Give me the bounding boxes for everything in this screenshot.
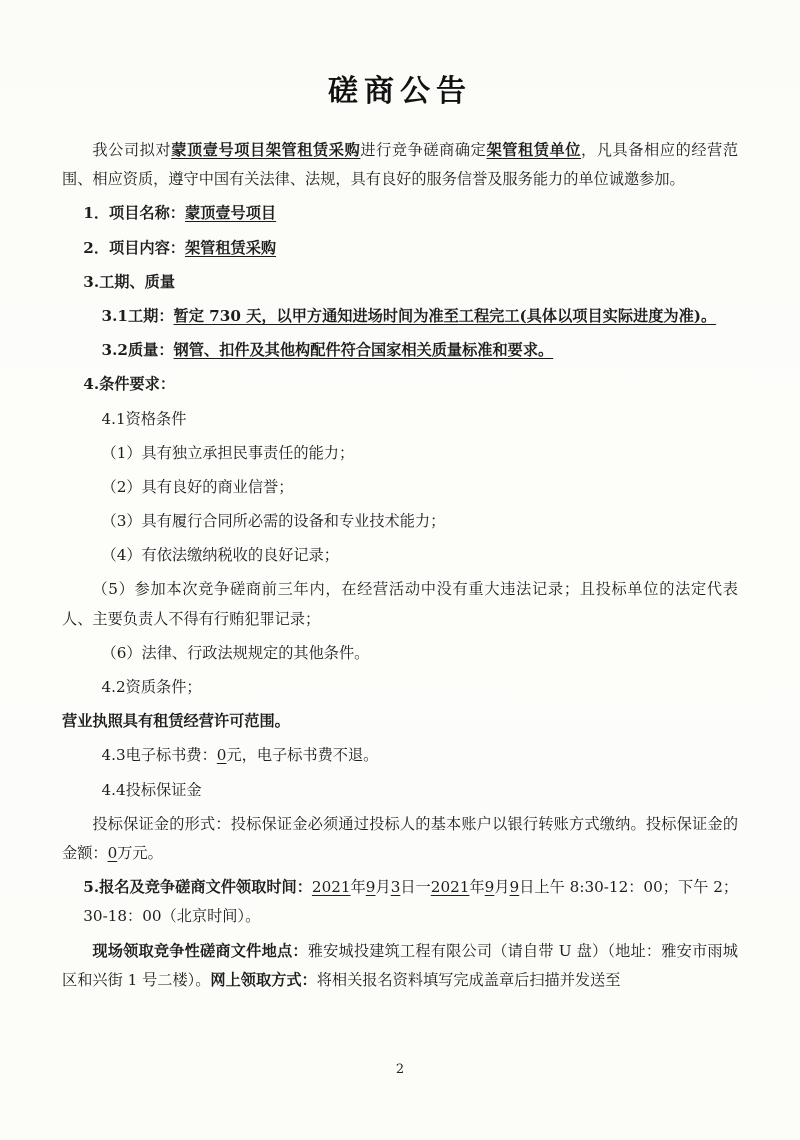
sep-year-1: 年 xyxy=(350,878,366,897)
start-year: 2021 xyxy=(311,878,351,897)
item-1-value: 蒙顶壹号项目 xyxy=(184,204,277,223)
item-5 xyxy=(62,873,738,931)
item-4-3-amount: 0 xyxy=(216,746,227,765)
item-4-1-5: （5）参加本次竞争磋商前三年内，在经营活动中没有重大违法记录；且投标单位的法定代表人、主要负责人不得有行贿犯罪记录； xyxy=(62,580,738,628)
item-2 xyxy=(62,234,738,263)
item-2-label: 2．项目内容： xyxy=(83,238,185,257)
item-3-2-label: 3.2质量： xyxy=(101,341,174,360)
intro-paragraph xyxy=(62,136,738,194)
page-number: 2 xyxy=(395,1062,405,1077)
item-1-label: 1．项目名称： xyxy=(83,204,185,223)
item-4-1-heading: 4.1资格条件 xyxy=(101,409,187,428)
item-4-4-heading: 4.4投标保证金 xyxy=(101,780,202,799)
start-month: 9 xyxy=(365,878,376,897)
end-year: 2021 xyxy=(430,878,470,897)
online-pickup-text: 将相关报名资料填写完成盖章后扫描并发送至 xyxy=(316,970,621,989)
intro-project-name: 蒙顶壹号项目架管租赁采购 xyxy=(171,141,361,159)
end-day: 9 xyxy=(509,878,520,897)
item-4-3-label: 4.3电子标书费： xyxy=(101,746,217,765)
intro-supplier-type: 架管租赁单位 xyxy=(486,141,582,159)
item-5-label: 5.报名及竞争磋商文件领取时间： xyxy=(83,878,312,897)
item-3-1 xyxy=(62,302,738,331)
intro-text-a: 我公司拟对 xyxy=(92,141,172,159)
page-title: 磋商公告 xyxy=(328,74,472,109)
item-4-4-body xyxy=(62,810,738,868)
item-4-1-6: （6）法律、行政法规规定的其他条件。 xyxy=(101,643,370,662)
online-pickup-label: 网上领取方式： xyxy=(210,970,317,989)
deposit-amount: 0 xyxy=(107,843,118,862)
sep-year-2: 年 xyxy=(469,878,485,897)
item-3-2 xyxy=(62,336,738,365)
pickup-location-text: 雅安城投建筑工程有限公司（请自带 U 盘）（地址：雅安市雨城区和兴街 1 号二楼）。 xyxy=(62,941,738,989)
item-4-1-1: （1）具有独立承担民事责任的能力； xyxy=(101,443,355,462)
sep-month-1: 月 xyxy=(375,878,391,897)
item-3-heading: 3.工期、质量 xyxy=(83,272,176,291)
item-3-2-value: 钢管、扣件及其他构配件符合国家相关质量标准和要求。 xyxy=(173,341,554,360)
item-2-value: 架管租赁采购 xyxy=(184,238,277,257)
intro-text-e: ，凡具备相应的经营范围、相应资质，遵守中国有关法律、法规，具有良好的服务信誉及服务能力的单位诚邀参加。 xyxy=(62,141,739,189)
sep-day-1: 日一 xyxy=(400,878,431,897)
item-4-2-value: 营业执照具有租赁经营许可范围。 xyxy=(62,712,290,731)
item-1 xyxy=(62,199,738,228)
item-3-1-value: 暂定 730 天，以甲方通知进场时间为准至工程完工(具体以项目实际进度为准)。 xyxy=(173,306,717,325)
sep-month-2: 月 xyxy=(494,878,510,897)
item-4-1-4: （4）有依法缴纳税收的良好记录； xyxy=(101,546,339,565)
item-4-heading: 4.条件要求： xyxy=(83,375,176,394)
start-day: 3 xyxy=(390,878,401,897)
item-4-3-tail: 元，电子标书费不退。 xyxy=(226,746,379,765)
item-4-1-2: （2）具有良好的商业信誉； xyxy=(101,477,294,496)
intro-text-c: 进行竞争磋商确定 xyxy=(360,141,487,159)
item-4-3 xyxy=(62,741,738,770)
item-3-1-label: 3.1工期： xyxy=(101,306,174,325)
item-6 xyxy=(62,937,738,995)
end-month: 9 xyxy=(484,878,495,897)
item-4-2-heading: 4.2资质条件； xyxy=(101,678,202,696)
document-content xyxy=(62,52,738,1000)
deposit-text-b: 万元。 xyxy=(117,843,163,862)
deposit-text-a: 投标保证金的形式：投标保证金必须通过投标人的基本账户以银行转账方式缴纳。投标保证金的金额： xyxy=(62,814,738,862)
pickup-location-label: 现场领取竞争性磋商文件地点： xyxy=(92,941,308,960)
item-4-1-3: （3）具有履行合同所必需的设备和专业技术能力； xyxy=(101,512,446,531)
item-5-tail: 日上午 8:30-12：00；下午 2；30-18：00（北京时间）。 xyxy=(83,878,739,926)
